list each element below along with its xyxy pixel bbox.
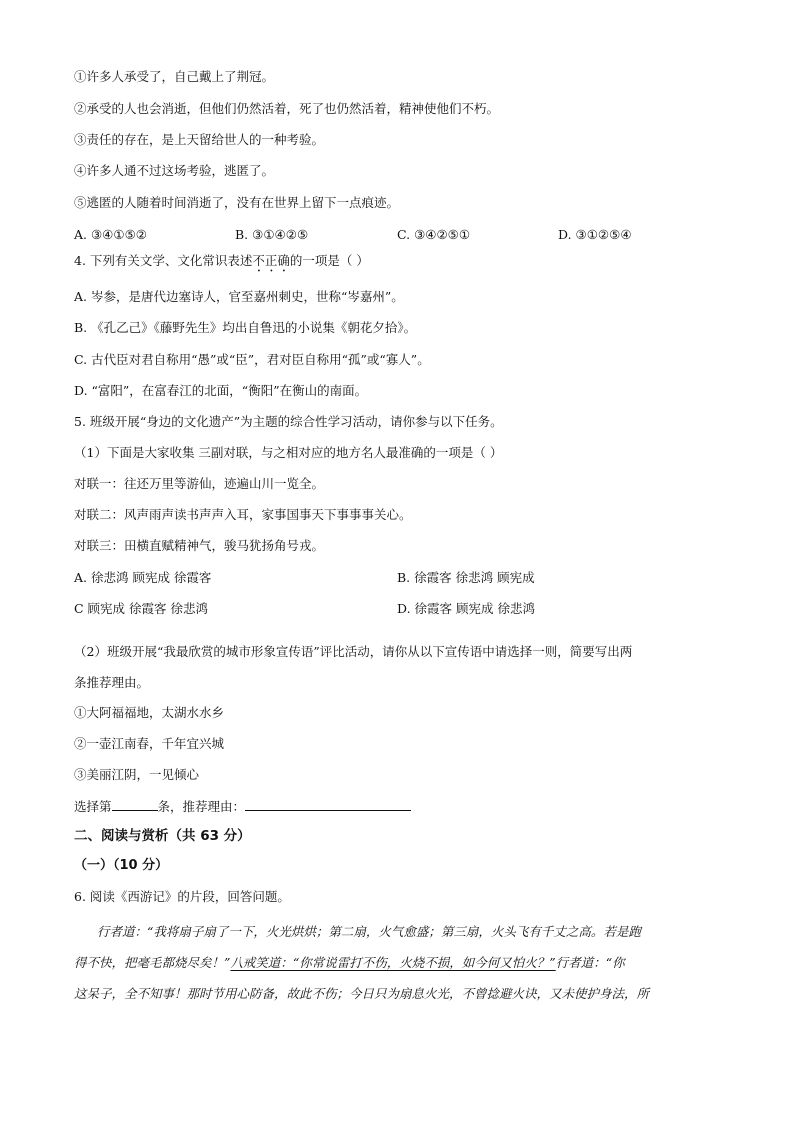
stem-tail: 的一项是（ ） (289, 253, 369, 268)
option-c: C. ③④②⑤① (397, 227, 471, 242)
option-d: D. ③①②⑤④ (558, 227, 632, 242)
part-title: （一）（10 分） (74, 858, 169, 873)
q4-option-a: A. 岑参，是唐代边塞诗人，官至嘉州刺史，世称“岑嘉州”。 (74, 289, 404, 304)
question-6-stem: 6. 阅读《西游记》的片段，回答问题。 (74, 889, 290, 904)
stem-text: 4. 下列有关文学、文化常识表述 (74, 253, 253, 268)
section-title: 二、阅读与赏析（共 63 分） (74, 828, 251, 844)
answer-line (74, 798, 411, 815)
underlined-sentence: 八戒笑道：“你常说雷打不伤，火烧不损，如今何又怕火？” (230, 955, 556, 970)
q5-option-b: B. 徐霞客 徐悲鸿 顾宪成 (397, 570, 535, 585)
couplet-1: 对联一：往还万里等游仙，迹遍山川一览全。 (74, 476, 325, 491)
emphasis-text: 不正确 (252, 253, 290, 268)
question-5-stem: 5. 班级开展“身边的文化遗产”为主题的综合性学习活动，请你参与以下任务。 (74, 414, 503, 429)
passage-text: 得不快，把毫毛都烧尽矣！” (74, 955, 231, 970)
sentence-5: ⑤逃匿的人随着时间消逝了，没有在世界上留下一点痕迹。 (74, 195, 400, 210)
q4-option-c: C. 古代臣对君自称用“愚”或“臣”，君对臣自称用“孤”或“寡人”。 (74, 352, 430, 367)
sentence-1: ①许多人承受了，自己戴上了荆冠。 (74, 69, 275, 84)
sentence-4: ④许多人通不过这场考验，逃匿了。 (74, 163, 275, 178)
couplet-2: 对联二：风声雨声读书声声入耳，家事国事天下事事事关心。 (74, 507, 412, 522)
answer-prefix: 选择第 (74, 799, 112, 814)
option-b: B. ③①④②⑤ (235, 227, 309, 242)
choice-blank[interactable] (112, 798, 158, 811)
q4-option-b: B. 《孔乙己》《藤野先生》均出自鲁迅的小说集《朝花夕拾》。 (74, 320, 417, 335)
q5-option-a: A. 徐悲鸿 顾宪成 徐霞客 (74, 570, 212, 585)
passage-line-2 (74, 955, 625, 971)
option-a: A. ③④①⑤② (74, 227, 148, 242)
sentence-3: ③责任的存在，是上天留给世人的一种考验。 (74, 132, 325, 147)
q5-option-c: C 顾宪成 徐霞客 徐悲鸿 (74, 601, 208, 616)
answer-middle: 条，推荐理由： (157, 799, 246, 814)
q4-option-d: D. “富阳”，在富春江的北面，“衡阳”在衡山的南面。 (74, 383, 368, 398)
slogan-1: ①大阿福福地，太湖水水乡 (74, 705, 225, 720)
sub-question-2: （2）班级开展“我最欣赏的城市形象宣传语”评比活动，请你从以下宣传语中请选择一则，简要写出两 (74, 644, 633, 659)
reason-blank[interactable] (245, 798, 411, 811)
passage-line-1: 行者道：“我将扇子扇了一下，火光烘烘；第二扇，火气愈盛；第三扇，火头飞有千丈之高。若是跑 (97, 924, 641, 939)
slogan-2: ②一壶江南春，千年宜兴城 (74, 736, 225, 751)
slogan-3: ③美丽江阴，一见倾心 (74, 767, 200, 782)
question-4-stem (74, 253, 369, 275)
passage-line-3: 这呆子，全不知事！那时节用心防备，故此不伤；今日只为扇息火光，不曾捻避火诀，又未使护身法，所 (74, 986, 650, 1001)
sub-question-1: （1）下面是大家收集 三副对联，与之相对应的地方名人最准确的一项是（ ） (74, 445, 503, 460)
sub-question-2-cont: 条推荐理由。 (74, 675, 150, 690)
passage-tail: 行者道：“你 (555, 955, 625, 970)
sentence-2: ②承受的人也会消逝，但他们仍然活着，死了也仍然活着，精神使他们不朽。 (74, 101, 500, 116)
q5-option-d: D. 徐霞客 顾宪成 徐悲鸿 (397, 601, 535, 616)
couplet-3: 对联三：田横直赋精神气，骏马犹扬角号戎。 (74, 538, 325, 553)
